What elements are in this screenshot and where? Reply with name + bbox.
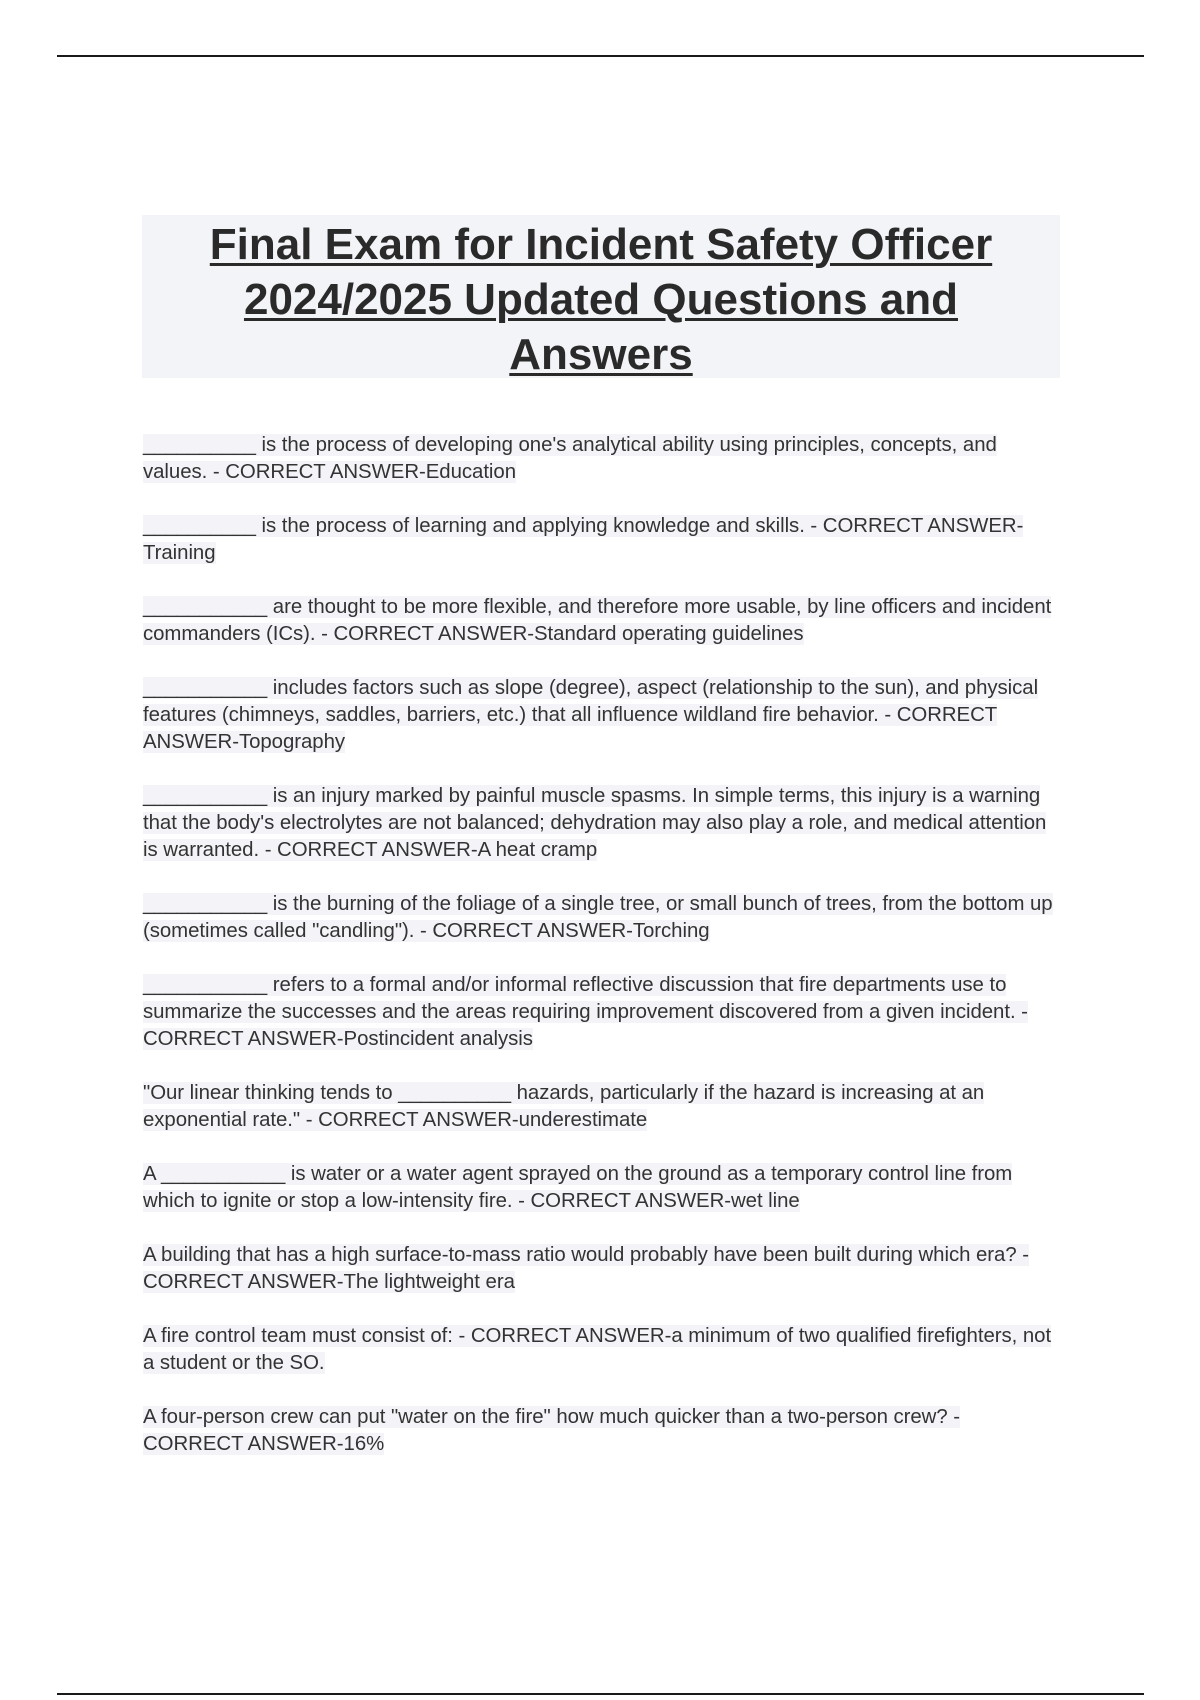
qa-item-5 <box>143 783 1063 864</box>
qa-text-11: A fire control team must consist of: - CORRECT ANSWER-a minimum of two qualified firefighters, not a student or the SO. <box>143 1325 1052 1374</box>
qa-item-11 <box>143 1323 1063 1377</box>
top-rule <box>57 55 1144 57</box>
qa-item-10 <box>143 1242 1063 1296</box>
qa-item-8 <box>143 1080 1063 1134</box>
qa-text-4: ___________ includes factors such as slope (degree), aspect (relationship to the sun), and physical features (chimneys, saddles, barriers, etc.) that all influence wildland fire behavior. - CORRECT ANSWER-Topography <box>143 677 1039 753</box>
title-line-2: 2024/2025 Updated Questions and <box>243 275 959 324</box>
qa-text-1: __________ is the process of developing one's analytical ability using principles, concepts, and values. - CORRECT ANSWER-Education <box>143 434 997 483</box>
qa-text-2: __________ is the process of learning and applying knowledge and skills. - CORRECT ANSWER-Training <box>143 515 1024 564</box>
qa-item-6 <box>143 891 1063 945</box>
question-answer-list <box>143 432 1063 1485</box>
qa-item-4 <box>143 675 1063 756</box>
qa-item-12 <box>143 1404 1063 1458</box>
qa-item-7 <box>143 972 1063 1053</box>
qa-text-12: A four-person crew can put "water on the fire" how much quicker than a two-person crew? - CORRECT ANSWER-16% <box>143 1406 960 1455</box>
qa-text-5: ___________ is an injury marked by painful muscle spasms. In simple terms, this injury is a warning that the body's electrolytes are not balanced; dehydration may also play a role, and medical attention is warranted. - CORRECT ANSWER-A heat cramp <box>143 785 1047 861</box>
title-line-3: Answers <box>509 330 693 379</box>
qa-text-3: ___________ are thought to be more flexible, and therefore more usable, by line officers and incident commanders (ICs). - CORRECT ANSWER-Standard operating guidelines <box>143 596 1052 645</box>
qa-text-6: ___________ is the burning of the foliage of a single tree, or small bunch of trees, from the bottom up (sometimes called "candling"). - CORRECT ANSWER-Torching <box>143 893 1053 942</box>
qa-item-3 <box>143 594 1063 648</box>
qa-item-2 <box>143 513 1063 567</box>
qa-text-8: "Our linear thinking tends to __________ hazards, particularly if the hazard is increasing at an exponential rate." - CORRECT ANSWER-underestimate <box>143 1082 985 1131</box>
qa-item-1 <box>143 432 1063 486</box>
qa-text-7: ___________ refers to a formal and/or informal reflective discussion that fire departments use to summarize the successes and the areas requiring improvement discovered from a given incident. - CORRECT ANSWER-Postincident analysis <box>143 974 1028 1050</box>
bottom-rule <box>57 1693 1144 1695</box>
qa-item-9 <box>143 1161 1063 1215</box>
title-block <box>142 215 1060 378</box>
qa-text-9: A ___________ is water or a water agent sprayed on the ground as a temporary control line from which to ignite or stop a low-intensity fire. - CORRECT ANSWER-wet line <box>143 1163 1013 1212</box>
document-title <box>142 215 1060 382</box>
title-line-1: Final Exam for Incident Safety Officer <box>209 220 993 269</box>
qa-text-10: A building that has a high surface-to-mass ratio would probably have been built during which era? - CORRECT ANSWER-The lightweight era <box>143 1244 1029 1293</box>
